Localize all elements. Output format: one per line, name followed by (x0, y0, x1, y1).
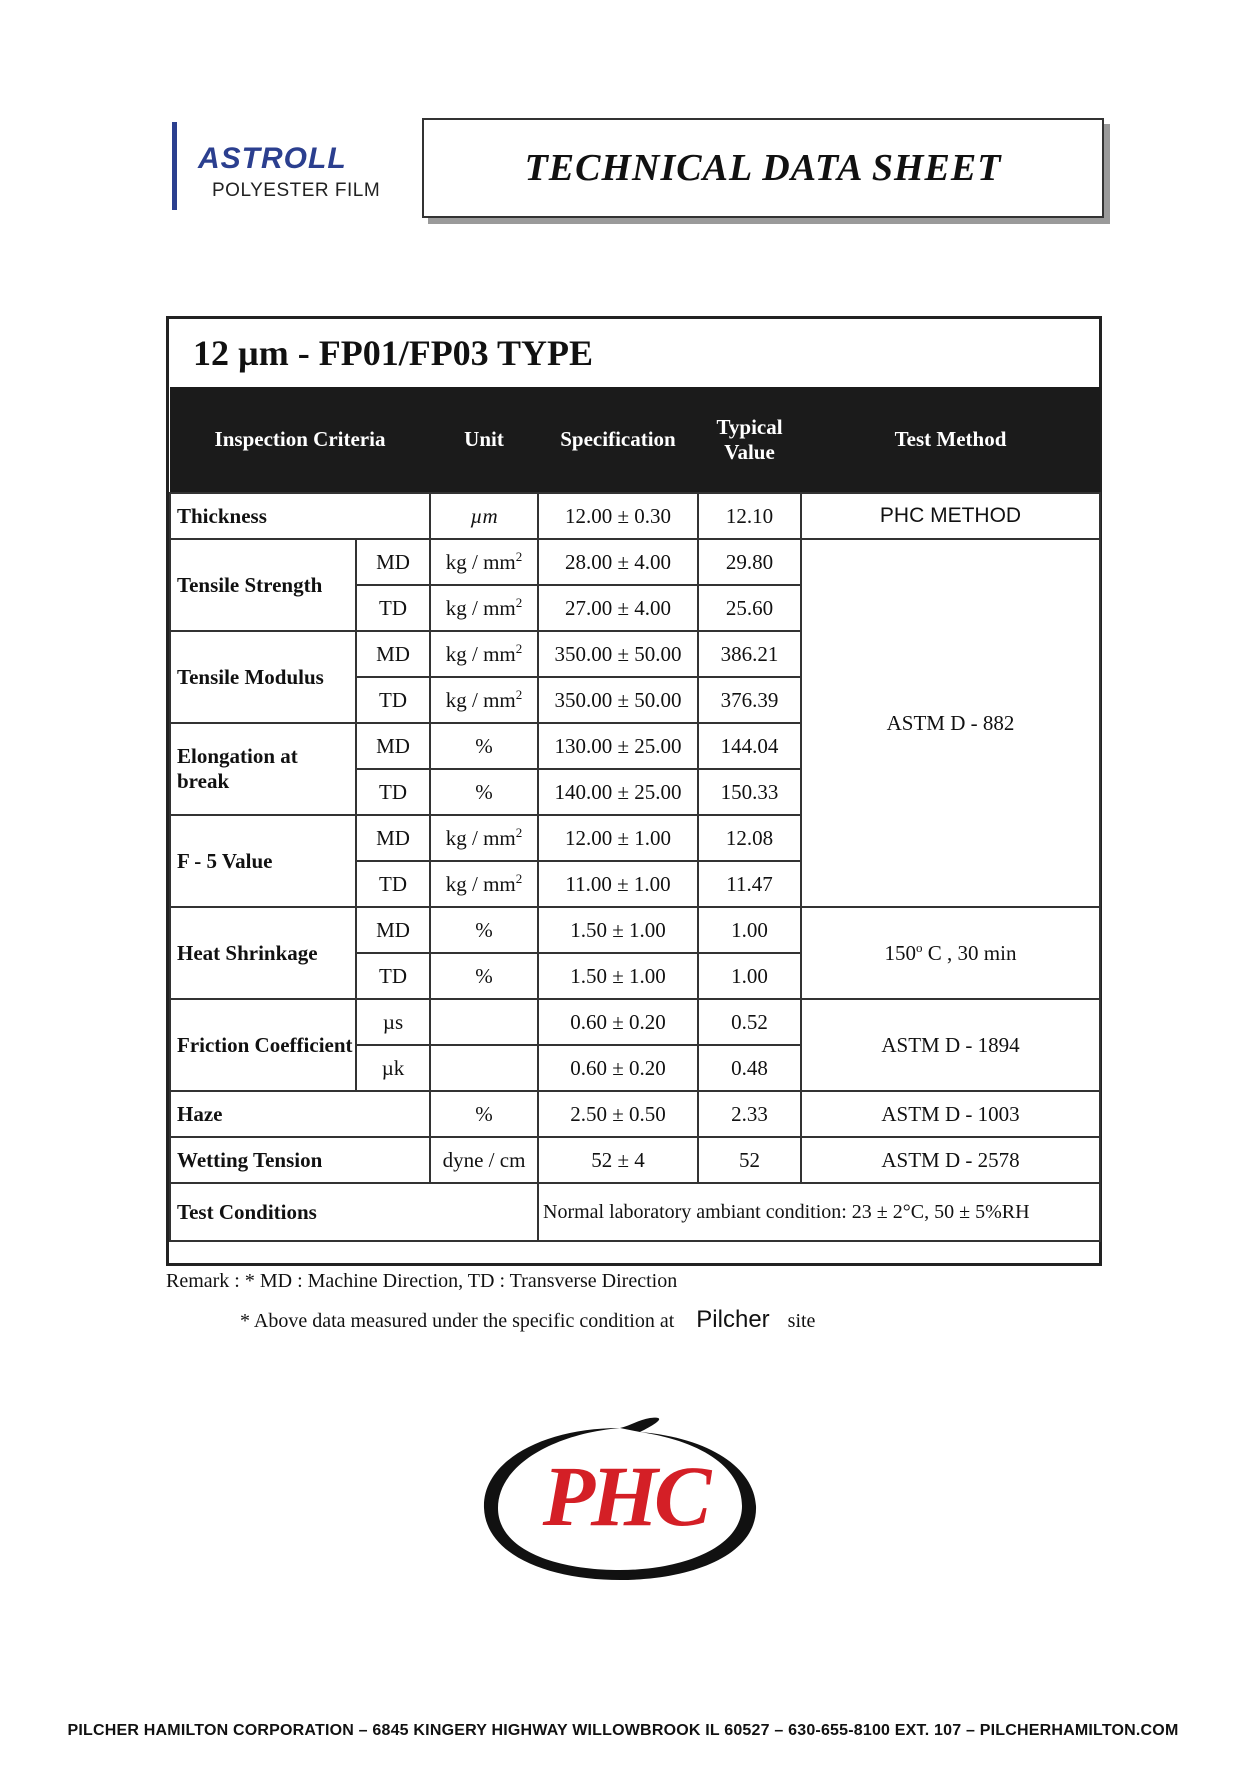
typical-cell: 1.00 (698, 953, 801, 999)
col-header-typical (698, 387, 801, 493)
unit-cell: % (430, 1091, 538, 1137)
product-title: 12 µm - FP01/FP03 TYPE (193, 333, 594, 373)
spec-cell: 1.50 ± 1.00 (538, 907, 698, 953)
unit-sup: 2 (515, 687, 523, 702)
criteria-thickness: Thickness (170, 493, 430, 539)
footer-address: PILCHER HAMILTON CORPORATION – 6845 KINGERY HIGHWAY WILLOWBROOK IL 60527 – 630-655-8100 EXT. 107 – PILCHERHAMILTON.COM (67, 1722, 1179, 1739)
typical-cell: 52 (698, 1137, 801, 1183)
criteria-f5-value: F - 5 Value (170, 815, 356, 907)
table-row (170, 1183, 1100, 1241)
site-name: Pilcher (696, 1306, 770, 1333)
direction-cell: MD (356, 907, 430, 953)
spec-cell: 140.00 ± 25.00 (538, 769, 698, 815)
table-row (170, 907, 1100, 953)
unit-text: kg / mm (445, 688, 516, 712)
method-rest: C , 30 min (922, 941, 1017, 965)
typical-cell: 12.08 (698, 815, 801, 861)
unit-cell (430, 815, 538, 861)
method-astm-882: ASTM D - 882 (801, 539, 1100, 907)
direction-cell: MD (356, 815, 430, 861)
criteria-friction: Friction Coefficient (170, 999, 356, 1091)
criteria-haze: Haze (170, 1091, 430, 1137)
spec-cell: 130.00 ± 25.00 (538, 723, 698, 769)
unit-cell (430, 677, 538, 723)
spec-table (169, 387, 1101, 1242)
unit-cell: % (430, 723, 538, 769)
method-cell: PHC METHOD (801, 493, 1100, 539)
unit-cell: % (430, 953, 538, 999)
unit-cell: % (430, 769, 538, 815)
unit-text: kg / mm (445, 596, 516, 620)
direction-cell: MD (356, 723, 430, 769)
table-header-row (170, 387, 1100, 493)
unit-text: kg / mm (445, 550, 516, 574)
criteria-heat-shrinkage: Heat Shrinkage (170, 907, 356, 999)
unit-cell (430, 585, 538, 631)
direction-cell: MD (356, 631, 430, 677)
direction-cell: TD (356, 769, 430, 815)
page-title: TECHNICAL DATA SHEET (524, 147, 1002, 189)
logo-bar (172, 122, 177, 210)
remark-line-2 (240, 1306, 815, 1334)
spec-cell: 350.00 ± 50.00 (538, 631, 698, 677)
direction-cell: TD (356, 677, 430, 723)
spec-cell: 12.00 ± 0.30 (538, 493, 698, 539)
degree-sup: o (916, 940, 923, 955)
spec-cell: 1.50 ± 1.00 (538, 953, 698, 999)
brand-subtitle: POLYESTER FILM (212, 180, 381, 201)
criteria-wetting-tension: Wetting Tension (170, 1137, 430, 1183)
typical-cell: 144.04 (698, 723, 801, 769)
spec-cell: 12.00 ± 1.00 (538, 815, 698, 861)
typical-cell: 0.52 (698, 999, 801, 1045)
unit-cell: dyne / cm (430, 1137, 538, 1183)
unit-text: kg / mm (445, 642, 516, 666)
spec-cell: 28.00 ± 4.00 (538, 539, 698, 585)
unit-cell (430, 631, 538, 677)
col-header-typical-2: Value (724, 439, 775, 464)
unit-cell (430, 999, 538, 1045)
unit-cell (430, 861, 538, 907)
direction-cell: TD (356, 861, 430, 907)
table-row (170, 539, 1100, 585)
unit-text: kg / mm (445, 872, 516, 896)
spec-cell: 350.00 ± 50.00 (538, 677, 698, 723)
table-row (170, 999, 1100, 1045)
criteria-tensile-strength: Tensile Strength (170, 539, 356, 631)
table-row (170, 1091, 1100, 1137)
spec-cell: 52 ± 4 (538, 1137, 698, 1183)
col-header-spec: Specification (538, 387, 698, 493)
criteria-elongation: Elongation at break (170, 723, 356, 815)
spec-cell: 11.00 ± 1.00 (538, 861, 698, 907)
typical-cell: 376.39 (698, 677, 801, 723)
typical-cell: 0.48 (698, 1045, 801, 1091)
method-friction: ASTM D - 1894 (801, 999, 1100, 1091)
unit-sup: 2 (515, 871, 523, 886)
table-row (170, 1137, 1100, 1183)
unit-cell (430, 539, 538, 585)
spec-cell: 27.00 ± 4.00 (538, 585, 698, 631)
unit-sup: 2 (515, 595, 523, 610)
phc-logo-text: PHC (542, 1448, 708, 1544)
brand-name: ASTROLL (198, 142, 347, 175)
typical-cell: 11.47 (698, 861, 801, 907)
typical-cell: 12.10 (698, 493, 801, 539)
remark-text: * Above data measured under the specific condition at (240, 1310, 675, 1332)
unit-sup: 2 (515, 641, 523, 656)
typical-cell: 150.33 (698, 769, 801, 815)
unit-cell: µm (430, 493, 538, 539)
direction-cell: µs (356, 999, 430, 1045)
typical-cell: 1.00 (698, 907, 801, 953)
method-temp: 150 (884, 941, 917, 965)
table-row (170, 493, 1100, 539)
unit-cell: % (430, 907, 538, 953)
spec-cell: 0.60 ± 0.20 (538, 1045, 698, 1091)
spec-cell: 2.50 ± 0.50 (538, 1091, 698, 1137)
direction-cell: TD (356, 953, 430, 999)
direction-cell: TD (356, 585, 430, 631)
criteria-test-conditions: Test Conditions (170, 1183, 538, 1241)
astroll-logo (172, 122, 412, 212)
typical-cell: 25.60 (698, 585, 801, 631)
typical-cell: 29.80 (698, 539, 801, 585)
direction-cell: µk (356, 1045, 430, 1091)
method-cell: ASTM D - 2578 (801, 1137, 1100, 1183)
unit-text: kg / mm (445, 826, 516, 850)
method-heat-shrinkage (801, 907, 1100, 999)
unit-sup: 2 (515, 825, 523, 840)
title-box (422, 118, 1104, 218)
col-header-unit: Unit (430, 387, 538, 493)
unit-cell (430, 1045, 538, 1091)
test-conditions-value: Normal laboratory ambiant condition: 23 ± 2°C, 50 ± 5%RH (538, 1183, 1100, 1241)
col-header-method: Test Method (801, 387, 1100, 493)
spec-cell: 0.60 ± 0.20 (538, 999, 698, 1045)
site-label: site (787, 1310, 816, 1332)
remark-line-1: Remark : * MD : Machine Direction, TD : Transverse Direction (166, 1270, 678, 1292)
typical-cell: 386.21 (698, 631, 801, 677)
data-sheet (166, 316, 1102, 1266)
typical-cell: 2.33 (698, 1091, 801, 1137)
method-cell: ASTM D - 1003 (801, 1091, 1100, 1137)
col-header-typical-1: Typical (716, 414, 783, 439)
col-header-criteria: Inspection Criteria (170, 387, 430, 493)
unit-sup: 2 (515, 549, 523, 564)
phc-logo (470, 1408, 770, 1588)
direction-cell: MD (356, 539, 430, 585)
criteria-tensile-modulus: Tensile Modulus (170, 631, 356, 723)
